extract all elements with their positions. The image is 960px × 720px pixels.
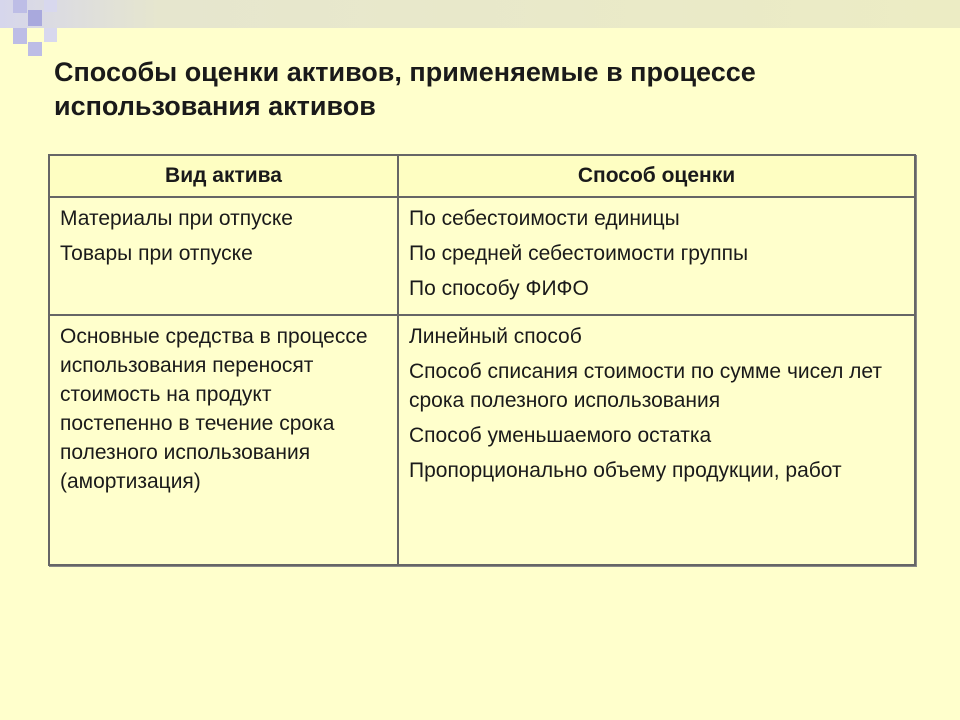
decor-square [28, 42, 42, 56]
header-asset-type: Вид актива [49, 155, 398, 197]
asset-cell [49, 197, 398, 315]
method-item: По средней себестоимости группы [409, 242, 749, 265]
method-cell [398, 197, 915, 315]
slide-title-line-1: Способы оценки активов, применяемые в процессе [54, 57, 756, 87]
decor-square [13, 28, 27, 44]
table-row [49, 315, 915, 565]
asset-item: Основные средства в процессе использования переносят стоимость на продукт постепенно в течение срока полезного использования (амортизация) [60, 325, 368, 493]
table-header-row [49, 155, 915, 197]
method-item: Способ уменьшаемого остатка [409, 424, 712, 447]
decor-square [44, 0, 57, 12]
decor-square [44, 28, 57, 42]
header-valuation-method: Способ оценки [398, 155, 915, 197]
method-cell [398, 315, 915, 565]
method-item: По способу ФИФО [409, 277, 589, 300]
table-row [49, 197, 915, 315]
method-item: Пропорционально объему продукции, работ [409, 459, 842, 482]
decor-square [28, 10, 42, 26]
asset-cell [49, 315, 398, 565]
slide-title [54, 55, 934, 123]
method-item: По себестоимости единицы [409, 207, 680, 230]
asset-item: Товары при отпуске [60, 242, 253, 265]
top-decor-bar [0, 0, 960, 28]
method-item: Способ списания стоимости по сумме чисел лет срока полезного использования [409, 360, 883, 412]
asset-valuation-table [48, 154, 916, 566]
decor-square [13, 0, 27, 13]
asset-item: Материалы при отпуске [60, 207, 293, 230]
method-item: Линейный способ [409, 325, 582, 348]
slide-title-line-2: использования активов [54, 91, 376, 121]
